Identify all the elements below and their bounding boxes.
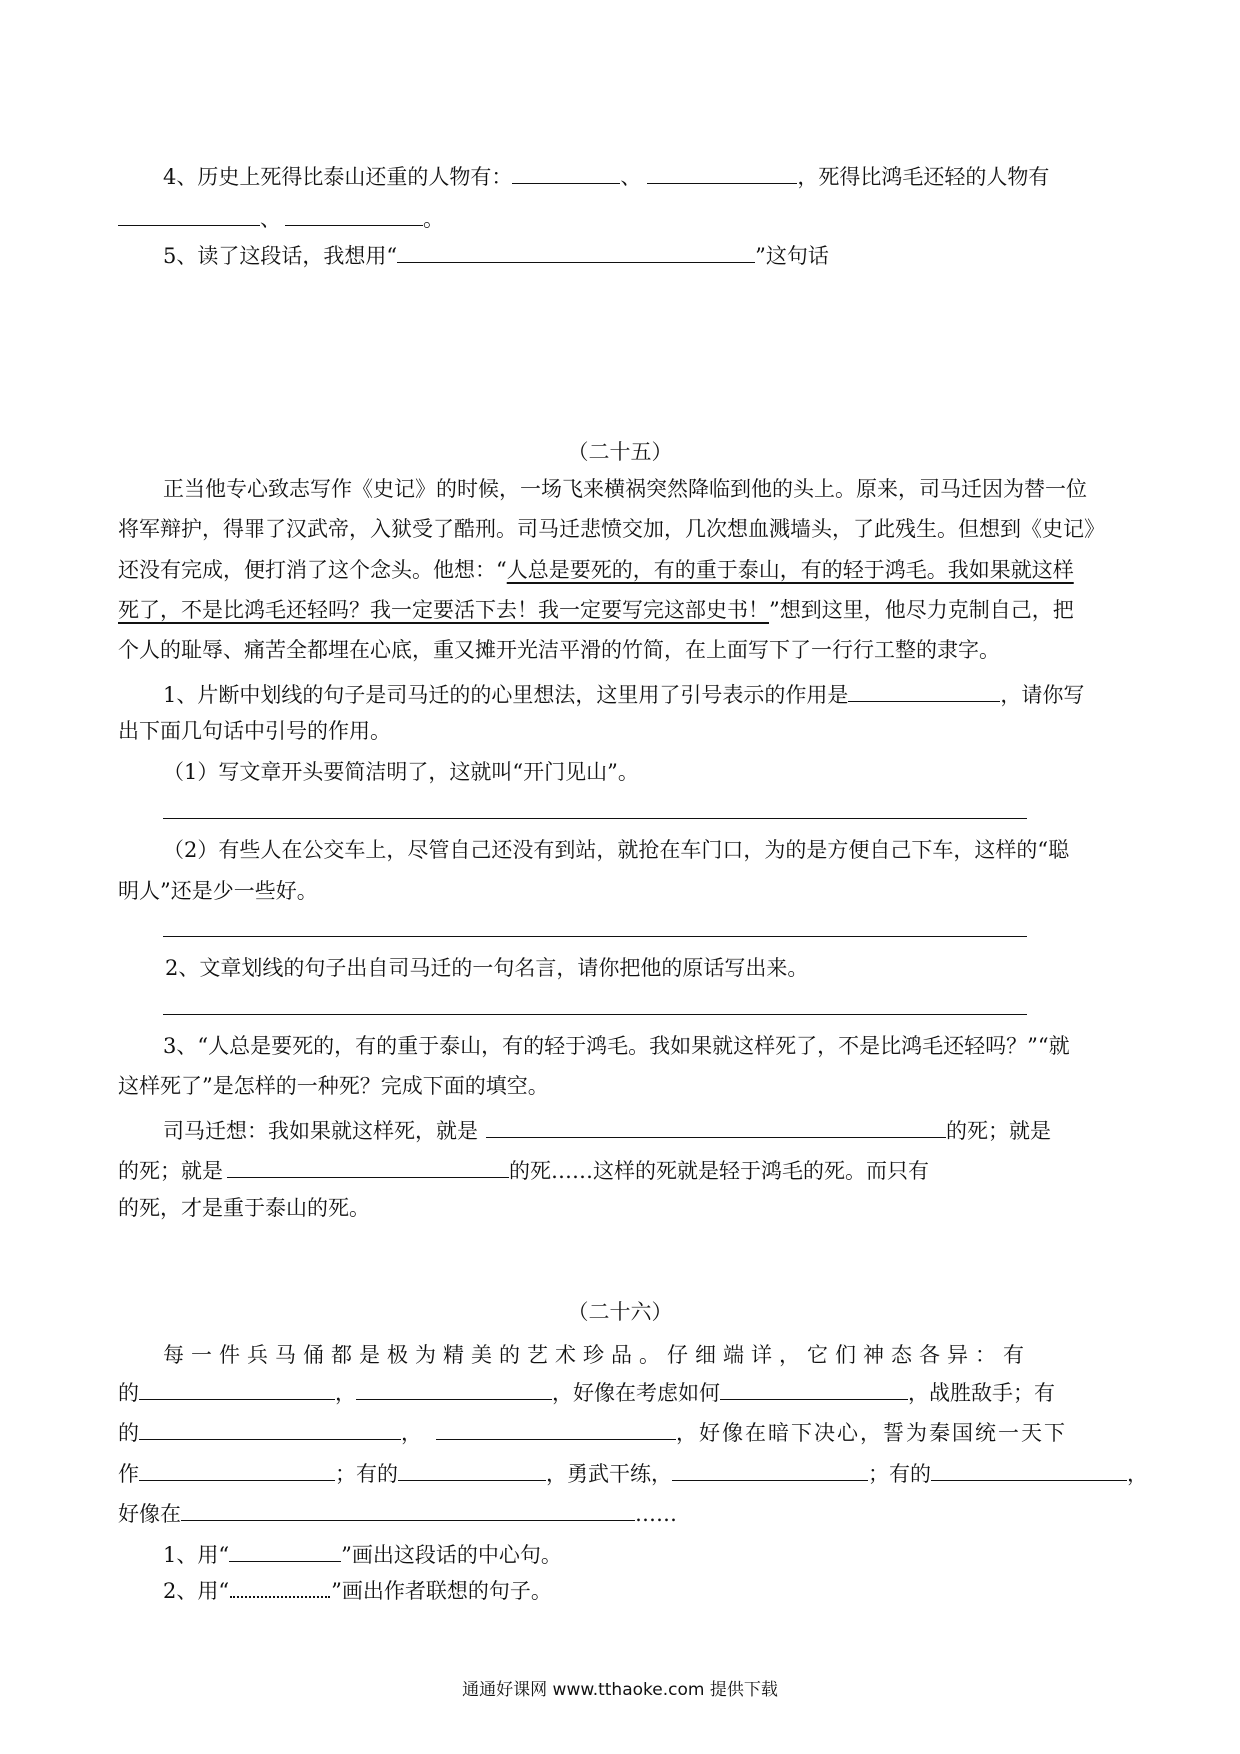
answer-blank[interactable] [227, 1157, 509, 1178]
answer-blank[interactable] [398, 1460, 546, 1481]
answer-blank[interactable] [181, 1500, 635, 1521]
passage-line: 个人的耻辱、痛苦全都埋在心底，重又摊开光洁平滑的竹简，在上面写下了一行行工整的隶字。 [118, 638, 1000, 662]
answer-blank[interactable] [139, 1379, 335, 1400]
underlined-sentence: 人总是要死的，有的重于泰山，有的轻于鸿毛。我如果就这样 [506, 558, 1074, 582]
question-1: 1、片断中划线的句子是司马迁的的心里想法，这里用了引号表示的作用是 ，请你写 [163, 683, 1085, 707]
answer-blank[interactable] [139, 1460, 335, 1481]
straight-underline-sample [229, 1541, 341, 1562]
question-1-2: （2）有些人在公交车上，尽管自己还没有到站，就抢在车门口，为的是方便自己下车，这样的“聪 [163, 838, 1070, 862]
question-5: 5、读了这段话，我想用“ ”这句话 [163, 244, 829, 268]
fill-in-line: 作 ；有的 ，勇武干练， ；有的 ， [118, 1462, 1148, 1486]
answer-blank[interactable] [848, 681, 1000, 702]
fill-in-line: 的死；就是 的死……这样的死就是轻于鸿毛的死。而只有 [118, 1159, 929, 1183]
fill-in-line: 的死，才是重于泰山的死。 [118, 1196, 370, 1220]
answer-blank[interactable] [486, 1117, 946, 1138]
wavy-underline-sample [230, 1586, 330, 1598]
question-2: 2、文章划线的句子出自司马迁的一句名言，请你把他的原话写出来。 [165, 956, 809, 980]
answer-blank[interactable] [436, 1419, 676, 1440]
passage-line: 将军辩护，得罪了汉武帝，入狱受了酷刑。司马迁悲愤交加，几次想血溅墙头，了此残生。但想到《史记》 [118, 517, 1105, 541]
answer-blank[interactable] [720, 1379, 908, 1400]
answer-blank[interactable] [512, 163, 620, 184]
answer-line[interactable] [163, 818, 1027, 819]
answer-blank[interactable] [397, 242, 755, 263]
section-25-heading: （二十五） [567, 440, 673, 464]
section-26-heading: （二十六） [567, 1300, 673, 1324]
answer-blank[interactable] [356, 1379, 552, 1400]
question-1: 1、用“ ”画出这段话的中心句。 [163, 1543, 562, 1567]
footer-text: 通通好课网 www.tthaoke.com 提供下载 [462, 1680, 778, 1700]
answer-line[interactable] [163, 1014, 1027, 1015]
fill-in-line: 好像在 …… [118, 1502, 677, 1526]
fill-in-line: 司马迁想：我如果就这样死，就是 的死；就是 [163, 1119, 1051, 1143]
question-4-line-2: 、 。 [118, 205, 444, 230]
passage-line: 死了，不是比鸿毛还轻吗？我一定要活下去！我一定要写完这部史书！”想到这里，他尽力克制自己，把 [118, 598, 1074, 622]
question-4-line-1: 4、历史上死得比泰山还重的人物有： 、 ，死得比鸿毛还轻的人物有 [163, 165, 1050, 189]
passage-line: 还没有完成，便打消了这个念头。他想：“人总是要死的，有的重于泰山，有的轻于鸿毛。我如果就这样 [118, 558, 1074, 582]
answer-blank[interactable] [647, 163, 797, 184]
answer-blank[interactable] [931, 1460, 1127, 1481]
question-3-cont: 这样死了”是怎样的一种死？完成下面的填空。 [118, 1074, 549, 1098]
fill-in-line: 的 ， ，好像在暗下决心，誓为秦国统一天下 [118, 1421, 1067, 1445]
question-1-1: （1）写文章开头要简洁明了，这就叫“开门见山”。 [163, 760, 639, 784]
underlined-sentence: 死了，不是比鸿毛还轻吗？我一定要活下去！我一定要写完这部史书！ [118, 598, 769, 622]
question-3: 3、“人总是要死的，有的重于泰山，有的轻于鸿毛。我如果就这样死了，不是比鸿毛还轻吗？”“就 [163, 1034, 1070, 1058]
passage-line: 正当他专心致志写作《史记》的时候，一场飞来横祸突然降临到他的头上。原来，司马迁因为替一位 [163, 477, 1087, 501]
answer-blank[interactable] [672, 1460, 868, 1481]
question-2: 2、用“ ”画出作者联想的句子。 [163, 1579, 552, 1603]
answer-blank[interactable] [118, 205, 260, 226]
answer-blank[interactable] [285, 205, 423, 226]
passage-line: 每一件兵马俑都是极为精美的艺术珍品。仔细端详，它们神态各异：有 [163, 1343, 1031, 1367]
question-1-cont: 出下面几句话中引号的作用。 [118, 719, 391, 743]
answer-line[interactable] [163, 936, 1027, 937]
answer-blank[interactable] [139, 1419, 401, 1440]
question-1-2-cont: 明人”还是少一些好。 [118, 879, 318, 903]
fill-in-line: 的 ， ，好像在考虑如何 ，战胜敌手；有 [118, 1381, 1055, 1405]
